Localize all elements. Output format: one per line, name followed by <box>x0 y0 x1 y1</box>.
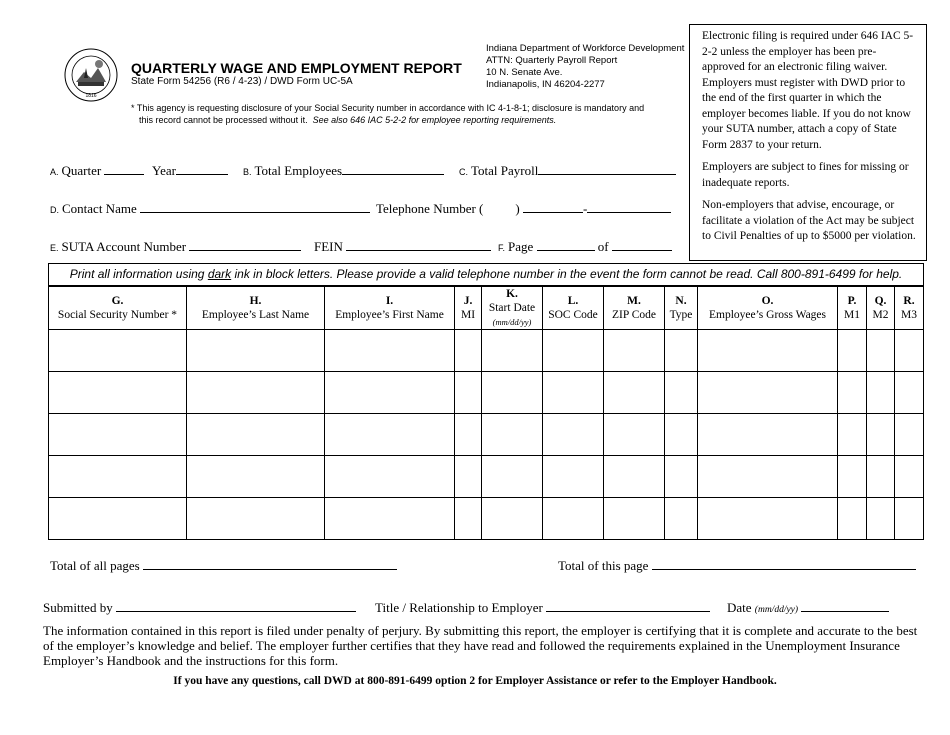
table-cell[interactable] <box>838 414 867 456</box>
table-cell[interactable] <box>895 372 924 414</box>
column-header <box>698 287 838 330</box>
table-cell[interactable] <box>187 498 325 540</box>
address-line: Indiana Department of Workforce Development <box>486 43 685 54</box>
column-letter: L. <box>567 295 579 307</box>
column-header <box>838 287 867 330</box>
table-cell[interactable] <box>543 498 604 540</box>
column-label: Social Security Number * <box>57 309 178 321</box>
table-cell[interactable] <box>482 414 543 456</box>
field-title-relationship[interactable] <box>375 599 710 616</box>
state-seal-icon <box>64 48 118 102</box>
table-cell[interactable] <box>49 330 187 372</box>
table-cell[interactable] <box>187 372 325 414</box>
table-cell[interactable] <box>604 330 665 372</box>
table-cell[interactable] <box>698 330 838 372</box>
field-quarter[interactable] <box>50 162 144 179</box>
notice-paragraph: Employers are subject to fines for missing or inadequate reports. <box>702 161 909 189</box>
field-label: Title / Relationship to Employer <box>375 600 543 615</box>
field-label: Total of this page <box>558 558 649 573</box>
address-line: ATTN: Quarterly Payroll Report <box>486 55 618 66</box>
table-cell[interactable] <box>665 498 698 540</box>
table-cell[interactable] <box>698 372 838 414</box>
table-cell[interactable] <box>867 414 895 456</box>
table-cell[interactable] <box>698 456 838 498</box>
table-cell[interactable] <box>543 372 604 414</box>
table-cell[interactable] <box>482 456 543 498</box>
table-cell[interactable] <box>543 330 604 372</box>
field-suta[interactable] <box>50 238 301 255</box>
disclosure-line <box>131 115 691 127</box>
table-cell[interactable] <box>543 414 604 456</box>
address-line: 10 N. Senate Ave. <box>486 67 563 78</box>
table-cell[interactable] <box>604 414 665 456</box>
column-header <box>49 287 187 330</box>
table-cell[interactable] <box>604 372 665 414</box>
field-label: Total Employees <box>254 163 343 178</box>
table-cell[interactable] <box>455 330 482 372</box>
column-header <box>895 287 924 330</box>
field-label: Telephone Number ( <box>376 201 484 216</box>
column-letter: H. <box>249 295 262 307</box>
field-contact-name[interactable] <box>50 200 370 217</box>
date-format: (mm/dd/yy) <box>754 605 799 615</box>
column-label: Employee’s First Name <box>335 309 444 321</box>
field-label: Page <box>508 239 534 254</box>
table-cell[interactable] <box>325 456 455 498</box>
table-cell[interactable] <box>665 456 698 498</box>
disclosure-see-also: See also 646 IAC 5-2-2 for employee reporting requirements. <box>312 114 557 125</box>
column-letter: K. <box>506 288 518 300</box>
instructions-text: Print all information using <box>69 267 208 281</box>
field-label: Submitted by <box>43 600 113 615</box>
table-row <box>49 414 924 456</box>
field-letter: A. <box>50 167 59 177</box>
field-total-payroll[interactable] <box>459 162 676 179</box>
field-total-employees[interactable] <box>243 162 444 179</box>
column-letter: N. <box>675 295 687 307</box>
table-cell[interactable] <box>187 456 325 498</box>
column-letter: M. <box>627 295 641 307</box>
table-cell[interactable] <box>895 456 924 498</box>
field-letter: E. <box>50 243 59 253</box>
table-cell[interactable] <box>867 456 895 498</box>
field-total-this-page[interactable] <box>558 557 916 574</box>
table-cell[interactable] <box>325 414 455 456</box>
column-letter: J. <box>463 295 473 307</box>
field-year[interactable] <box>152 162 228 179</box>
notice-paragraph: Electronic filing is required under 646 IAC 5-2-2 unless the employer has been pre-approved for an electronic filing waiver. Employers must register with DWD prior to the end of the first quarter in which the employer becomes liable. If you do not know your SUTA number, attach a copy of State Form 2837 to your return. <box>702 30 914 151</box>
field-fein[interactable] <box>314 238 491 255</box>
mailing-address <box>486 43 684 91</box>
table-cell[interactable] <box>665 414 698 456</box>
column-label: MI <box>460 309 476 321</box>
column-header <box>455 287 482 330</box>
table-cell[interactable] <box>895 498 924 540</box>
field-submitted-by[interactable] <box>43 599 356 616</box>
table-row <box>49 498 924 540</box>
table-cell[interactable] <box>665 372 698 414</box>
table-cell[interactable] <box>455 498 482 540</box>
table-cell[interactable] <box>698 414 838 456</box>
column-label: ZIP Code <box>612 309 656 321</box>
table-cell[interactable] <box>49 498 187 540</box>
form-title: QUARTERLY WAGE AND EMPLOYMENT REPORT <box>131 60 462 76</box>
table-cell[interactable] <box>838 372 867 414</box>
table-cell[interactable] <box>543 456 604 498</box>
column-label: M2 <box>872 309 889 321</box>
field-date[interactable] <box>727 599 889 616</box>
column-label: M1 <box>844 309 860 321</box>
table-cell[interactable] <box>838 330 867 372</box>
table-cell[interactable] <box>867 372 895 414</box>
column-label: SOC Code <box>548 309 598 321</box>
address-line: Indianapolis, IN 46204-2277 <box>486 79 605 90</box>
column-label: Type <box>669 309 693 321</box>
column-letter: P. <box>847 295 857 307</box>
table-cell[interactable] <box>455 456 482 498</box>
table-cell[interactable] <box>187 330 325 372</box>
field-label: ) <box>515 201 520 216</box>
field-label: Contact Name <box>62 201 137 216</box>
column-label: Start Date <box>488 302 536 314</box>
table-cell[interactable] <box>482 498 543 540</box>
column-header <box>867 287 895 330</box>
table-cell[interactable] <box>482 330 543 372</box>
field-label: - <box>582 201 588 216</box>
table-cell[interactable] <box>482 372 543 414</box>
disclosure-text: this record cannot be processed without it. <box>139 114 308 125</box>
column-header <box>665 287 698 330</box>
table-cell[interactable] <box>49 456 187 498</box>
field-label: Date <box>727 600 752 615</box>
form-subtitle: State Form 54256 (R6 / 4-23) / DWD Form UC-5A <box>131 76 353 87</box>
field-total-all-pages[interactable] <box>50 557 397 574</box>
table-row <box>49 372 924 414</box>
table-cell[interactable] <box>325 372 455 414</box>
table-cell[interactable] <box>895 414 924 456</box>
field-label: FEIN <box>314 239 343 254</box>
table-body <box>49 330 924 540</box>
svg-text:1816: 1816 <box>85 93 97 99</box>
field-letter: C. <box>459 167 468 177</box>
field-label: Quarter <box>61 163 102 178</box>
table-cell[interactable] <box>187 414 325 456</box>
column-label: Employee’s Gross Wages <box>708 309 827 321</box>
column-label: Employee’s Last Name <box>201 309 310 321</box>
column-letter: R. <box>903 295 915 307</box>
column-header <box>482 287 543 330</box>
instructions-banner <box>48 263 924 286</box>
disclosure-line: * This agency is requesting disclosure of your Social Security number in accordance with IC 4-1-8-1; disclosure is mandatory and <box>131 103 645 113</box>
ssn-disclosure <box>131 103 691 126</box>
table-header-row <box>49 287 924 330</box>
instructions-text: ink in block letters. Please provide a valid telephone number in the event the form cannot be read. Call 800-891-6499 for help. <box>231 267 903 281</box>
table-cell[interactable] <box>49 414 187 456</box>
field-telephone[interactable] <box>376 200 671 217</box>
field-label: Year <box>152 163 176 178</box>
filing-notice-box <box>689 24 927 261</box>
column-letter: I. <box>385 295 394 307</box>
field-label: SUTA Account Number <box>61 239 187 254</box>
column-letter: Q. <box>874 295 887 307</box>
table-cell[interactable] <box>867 498 895 540</box>
field-label: Total of all pages <box>50 558 140 573</box>
column-letter: G. <box>111 295 124 307</box>
field-letter: B. <box>243 167 252 177</box>
table-cell[interactable] <box>838 456 867 498</box>
perjury-statement: The information contained in this report is filed under penalty of perjury. By submitting this report, the employer is certifying that it is complete and accurate to the best of the employer’s knowledge and belief. The employer further certifies that they have read and followed the requirements explained in the Unemployment Insurance Employer’s Handbook and the instructions for this form. <box>43 623 918 668</box>
table-row <box>49 456 924 498</box>
table-cell[interactable] <box>895 330 924 372</box>
table-cell[interactable] <box>455 414 482 456</box>
table-cell[interactable] <box>455 372 482 414</box>
column-letter: O. <box>761 295 774 307</box>
column-header <box>187 287 325 330</box>
column-header <box>325 287 455 330</box>
table-cell[interactable] <box>665 330 698 372</box>
table-cell[interactable] <box>838 498 867 540</box>
field-letter: D. <box>50 205 59 215</box>
notice-paragraph: Non-employers that advise, encourage, or facilitate a violation of the Act may be subject to Civil Penalties of up to $5000 per violation. <box>702 199 916 242</box>
column-header <box>604 287 665 330</box>
help-footer: If you have any questions, call DWD at 800-891-6499 option 2 for Employer Assistance or refer to the Employer Handbook. <box>173 675 777 687</box>
table-cell[interactable] <box>604 456 665 498</box>
field-label: Total Payroll <box>471 163 539 178</box>
table-cell[interactable] <box>49 372 187 414</box>
table-cell[interactable] <box>325 330 455 372</box>
column-label: M3 <box>901 309 917 321</box>
employee-table <box>48 286 924 540</box>
instructions-emphasis: dark <box>207 267 232 281</box>
field-page[interactable] <box>498 238 672 255</box>
column-note: (mm/dd/yy) <box>492 317 532 327</box>
table-cell[interactable] <box>698 498 838 540</box>
field-letter: F. <box>498 243 506 253</box>
table-row <box>49 330 924 372</box>
column-header <box>543 287 604 330</box>
table-cell[interactable] <box>325 498 455 540</box>
table-cell[interactable] <box>867 330 895 372</box>
field-label: of <box>597 239 609 254</box>
table-cell[interactable] <box>604 498 665 540</box>
